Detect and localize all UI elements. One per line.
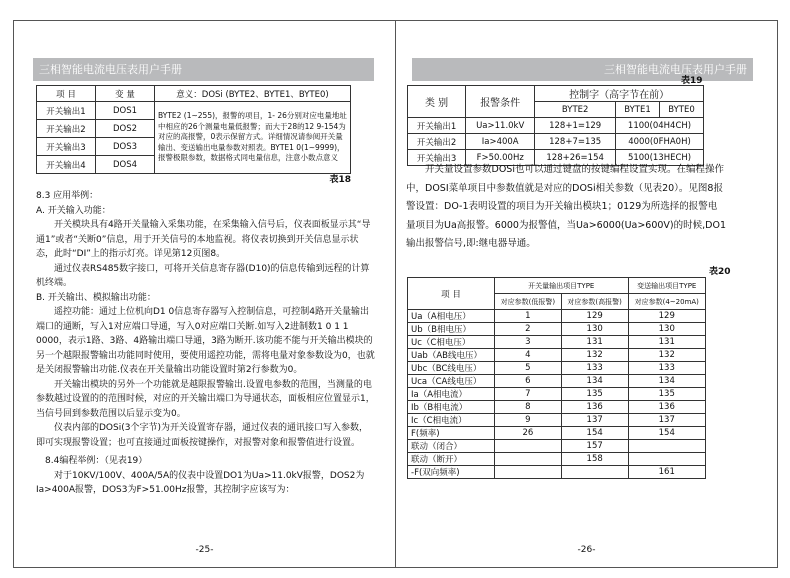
th: 报警条件: [466, 86, 535, 118]
th: 对应参数(高报警): [561, 294, 628, 310]
cell: F>50.00Hz: [466, 150, 535, 166]
caption: 表20: [709, 267, 731, 277]
table-row: [408, 427, 706, 440]
table-row: [408, 466, 706, 479]
heading: 8.4编程举例：（见表19）: [45, 456, 148, 466]
table-row: [408, 414, 706, 427]
cell: [628, 440, 705, 453]
cell: 135: [628, 388, 705, 401]
cell: 8: [495, 401, 562, 414]
cell: 9: [495, 414, 562, 427]
th: 开关量输出项目TYPE: [495, 278, 629, 294]
table-row: [408, 375, 706, 388]
cell: 137: [628, 414, 705, 427]
table-row: [408, 310, 706, 323]
table-row: [408, 453, 706, 466]
th: 项 目: [408, 278, 495, 310]
cell: 联动（断开）: [408, 453, 495, 466]
cell: 133: [628, 362, 705, 375]
cell: Ib（B相电流）: [408, 401, 495, 414]
cell: DOS2: [96, 120, 155, 138]
paragraph: 通过仪表RS485数字接口，可将开关信息寄存器(D10)的信息传输到远程的计算机终端。: [36, 263, 370, 288]
th: 变送输出项目TYPE: [628, 278, 705, 294]
cell: Uca（CA线电压）: [408, 375, 495, 388]
cell: 2: [495, 323, 562, 336]
cell: 开关输出4: [37, 156, 96, 174]
page-25-content: [36, 85, 376, 498]
cell: 134: [561, 375, 628, 388]
page-25: [13, 20, 396, 568]
cell: 135: [561, 388, 628, 401]
heading: A. 开关输入功能：: [36, 205, 111, 216]
paragraph: 仪表内部的DOSi(3个字节)为开关设置寄存器，通过仪表的通讯接口写入参数，即可实现报警设置；也可直接通过面板按键操作，对报警对象和报警值进行设置。: [36, 423, 368, 448]
cell: [495, 440, 562, 453]
header-bar: 三相智能电流电压表用户手册: [412, 58, 753, 81]
cell: 131: [561, 336, 628, 349]
cell: 132: [628, 349, 705, 362]
cell: 4: [495, 349, 562, 362]
heading: B. 开关输出、模拟输出功能：: [36, 292, 156, 303]
cell: 4000(0FHA0H): [616, 134, 704, 150]
caption: 表19: [681, 76, 703, 86]
page-26: [395, 20, 778, 568]
cell: DOS4: [96, 156, 155, 174]
meaning-cell: BYTE2 (1~255)，报警的项目，1- 26分别对应电量地址中相应的26个测量电量低报警；而大于28的12 9-154为对应的高报警，0表示保留方式。详细情况请参阅开关量输出、变送输出电量参数对照表。BYTE1 0(1~9999)，报警极限参数，数据格式同电量信息，注意小数点意义: [155, 102, 351, 174]
cell: 开关输出2: [408, 134, 466, 150]
cell: [495, 453, 562, 466]
cell: 开关输出3: [37, 138, 96, 156]
th: 对应参数(4~20mA): [628, 294, 705, 310]
cell: Ia（A相电流）: [408, 388, 495, 401]
cell: 1100(04H4CH): [616, 118, 704, 134]
page-number: -25-: [195, 545, 214, 555]
th: 意义：DOSi (BYTE2、BYTE1、BYTE0): [155, 86, 351, 102]
cell: 开关输出3: [408, 150, 466, 166]
table-18: [36, 85, 351, 174]
cell: 132: [561, 349, 628, 362]
cell: 5100(13HECH): [616, 150, 704, 166]
th: BYTE0: [660, 102, 704, 118]
cell: 158: [561, 453, 628, 466]
paragraph: 开关输出模块的另外一个功能就是越限报警输出.设置电参数的范围，当测量的电参数越过设置的的范围时候，对应的开关输出端口为导通状态，面板相应位置显示1，当信号回到参数范围以后显示变为0。: [36, 379, 375, 419]
cell: 128+1=129: [535, 118, 616, 134]
cell: 136: [561, 401, 628, 414]
cell: Ubc（BC线电压）: [408, 362, 495, 375]
cell: 154: [561, 427, 628, 440]
th: 变 量: [96, 86, 155, 102]
page-number: -26-: [577, 545, 596, 555]
cell: 开关输出1: [37, 102, 96, 120]
cell: 开关输出1: [408, 118, 466, 134]
cell: Uab（AB线电压）: [408, 349, 495, 362]
body-text: [36, 189, 376, 498]
th: 对应参数(低报警): [495, 294, 562, 310]
paragraph: 遥控功能：通过上位机向D1 0信息寄存器写入控制信息，可控制4路开关量输出端口的通断，写入1对应端口导通，写入0对应端口关断.如写入2进制数1 0 1 1 0000，表示1路、3路、4路输出端口导通，3路为断开.该功能不能与开关输出模块的另一个越限报警输出功能同时使用，要使用遥控功能，需将电量对象参数设为0，也就是关闭报警输出功能.仪表在开关量输出功能设置时第2行参数为0。: [36, 307, 375, 375]
cell: 129: [628, 310, 705, 323]
cell: Ua>11.0kV: [466, 118, 535, 134]
cell: -F(双向频率): [408, 466, 495, 479]
cell: F(频率): [408, 427, 495, 440]
header-bar: 三相智能电流电压表用户手册: [33, 58, 374, 81]
cell: 128+7=135: [535, 134, 616, 150]
cell: Ia>400A: [466, 134, 535, 150]
cell: 5: [495, 362, 562, 375]
cell: 133: [561, 362, 628, 375]
table-19: [407, 85, 704, 166]
cell: 134: [628, 375, 705, 388]
table-row: [408, 323, 706, 336]
cell: [561, 466, 628, 479]
caption: 表18: [329, 175, 351, 185]
table-row: [408, 401, 706, 414]
paragraph: 开关模块具有4路开关量输入采集功能，在采集输入信号后，仪表面板显示其“导通1”或者“关断0”信息，用于开关信号的本地监视。将仪表切换到开关信息显示状态，此时“DI”上的指示灯亮。详见第12页图8。: [36, 220, 371, 259]
paragraph: 对于10KV/100V、400A/5A的仪表中设置DO1为Ua>11.0kV报警，DOS2为Ia>400A报警，DOS3为F>51.00Hz报警，其控制字应该写为：: [36, 470, 365, 495]
cell: 130: [561, 323, 628, 336]
cell: Ub（B相电压）: [408, 323, 495, 336]
cell: 3: [495, 336, 562, 349]
cell: 161: [628, 466, 705, 479]
cell: DOS1: [96, 102, 155, 120]
paragraph: 开关量设置参数DOSi也可以通过键盘的按键编程设置实现。在编程操作中，DOSI菜单项目中参数值就是对应的DOSi相关参数（见表20）。见图8报警设置：DO-1表明设置的项目为开关输出模块1；0129为所选择的报警电量项目为Ua高报警。6000为报警值，当Ua>6000(Ua>600V)的时候,DO1输出报警信号,即:继电器导通。: [406, 164, 726, 249]
cell: 1: [495, 310, 562, 323]
cell: 开关输出2: [37, 120, 96, 138]
cell: 7: [495, 388, 562, 401]
table-20: [407, 277, 706, 479]
cell: [628, 453, 705, 466]
heading: 8.3 应用举例：: [36, 191, 99, 201]
cell: Uc（C相电压）: [408, 336, 495, 349]
table-row: [408, 440, 706, 453]
cell: 130: [628, 323, 705, 336]
cell: 131: [628, 336, 705, 349]
table-row: [408, 388, 706, 401]
cell: 154: [628, 427, 705, 440]
cell: 157: [561, 440, 628, 453]
th: 控制字（高字节在前）: [535, 86, 704, 102]
cell: 26: [495, 427, 562, 440]
cell: Ic（C相电流）: [408, 414, 495, 427]
th: BYTE1: [616, 102, 660, 118]
th: 类 别: [408, 86, 466, 118]
th: 项 目: [37, 86, 96, 102]
cell: Ua（A相电压）: [408, 310, 495, 323]
table-row: [408, 336, 706, 349]
cell: 137: [561, 414, 628, 427]
cell: 129: [561, 310, 628, 323]
cell: 128+26=154: [535, 150, 616, 166]
cell: 联动（闭合）: [408, 440, 495, 453]
cell: DOS3: [96, 138, 155, 156]
cell: [495, 466, 562, 479]
th: BYTE2: [535, 102, 616, 118]
cell: 6: [495, 375, 562, 388]
cell: 136: [628, 401, 705, 414]
table-row: [408, 362, 706, 375]
table-row: [408, 349, 706, 362]
